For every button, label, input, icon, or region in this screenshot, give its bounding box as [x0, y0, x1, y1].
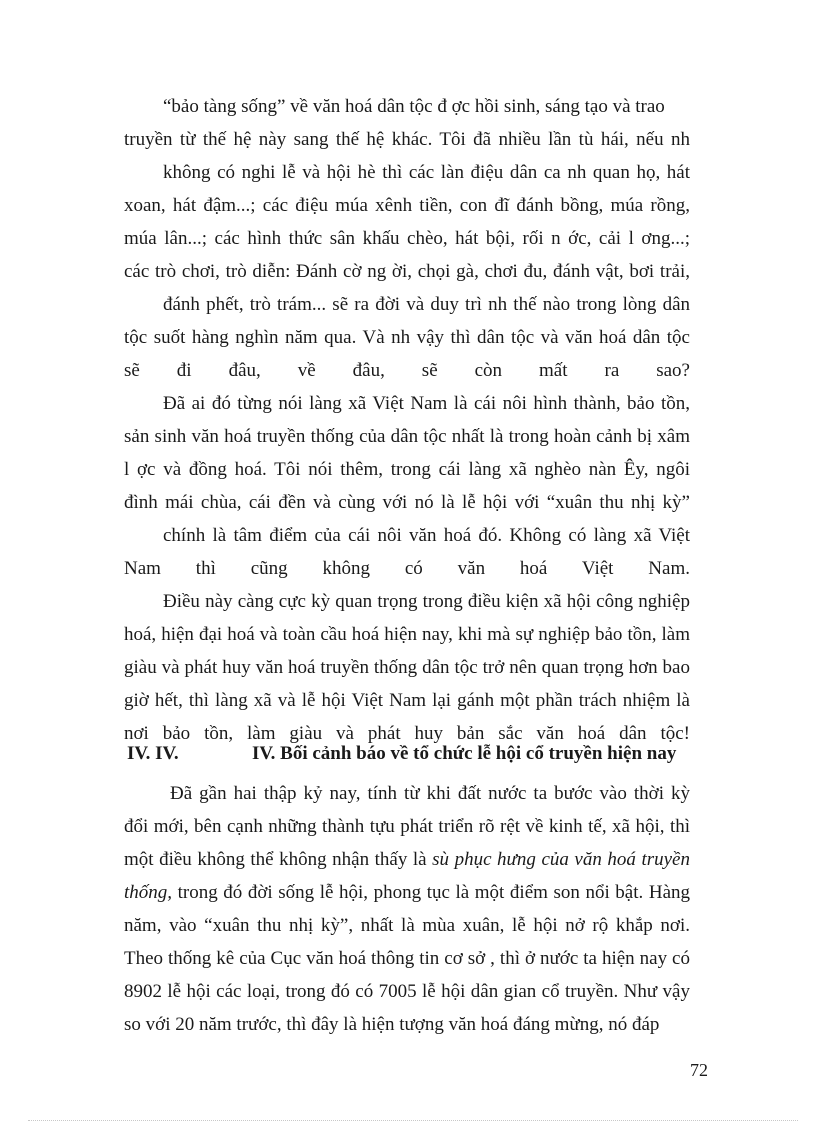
paragraph-line: giàu và phát huy văn hoá truyền thống dân tộc trở nên quan trọng hơn bao: [124, 657, 690, 678]
paragraph-line: không có nghi lễ và hội hè thì các làn điệu dân ca nh quan họ, hát: [163, 162, 690, 183]
page-number: 72: [690, 1060, 708, 1080]
paragraph-line: xoan, hát đậm...; các điệu múa xênh tiền, con đĩ đánh bồng, múa rồng,: [124, 195, 690, 216]
emphasis-text: sù phục hưng của văn hoá truyền: [432, 849, 690, 870]
paragraph-line: múa lân...; các hình thức sân khấu chèo, hát bội, rối n ớc, cải l ơng...;: [124, 228, 690, 249]
text-run: trong đó đời sống lễ hội, phong tục là một điểm son nổi bật. Hàng: [172, 882, 690, 903]
paragraph-line: l ợc và đồng hoá. Tôi nói thêm, trong cái làng xã nghèo nàn Êy, ngôi: [124, 459, 690, 480]
paragraph-line: đánh phết, trò trám... sẽ ra đời và duy trì nh thế nào trong lòng dân: [163, 294, 690, 315]
paragraph-line: [124, 881, 690, 905]
paragraph-line: sản sinh văn hoá truyền thống của dân tộc nhất là trong hoàn cảnh bị xâm: [124, 426, 690, 447]
paragraph-line: 8902 lễ hội các loại, trong đó có 7005 lễ hội dân gian cổ truyền. Như vậy: [124, 981, 690, 1002]
paragraph-line: năm, vào “xuân thu nhị kỳ”, nhất là mùa xuân, lễ hội nở rộ khắp nơi.: [124, 915, 690, 936]
paragraph-line: nơi bảo tồn, làm giàu và phát huy bản sắc văn hoá dân tộc!: [124, 723, 690, 744]
paragraph-line: “bảo tàng sống” về văn hoá dân tộc đ ợc hồi sinh, sáng tạo và trao: [163, 96, 665, 117]
paragraph-line: các trò chơi, trò diễn: Đánh cờ ng ời, chọi gà, chơi đu, đánh vật, bơi trải,: [124, 261, 690, 282]
paragraph-line: đổi mới, bên cạnh những thành tựu phát triển rõ rệt về kinh tế, xã hội, thì: [124, 816, 690, 837]
paragraph-line: truyền từ thế hệ này sang thế hệ khác. Tôi đã nhiều lần tù hái, nếu nh: [124, 129, 690, 150]
paragraph-line: tộc suốt hàng nghìn năm qua. Và nh vậy thì dân tộc và văn hoá dân tộc: [124, 327, 690, 348]
page-bottom-divider: [28, 1120, 798, 1121]
paragraph-line: sẽ đi đâu, về đâu, sẽ còn mất ra sao?: [124, 360, 690, 381]
paragraph-line: Nam thì cũng không có văn hoá Việt Nam.: [124, 558, 690, 579]
paragraph-line: Theo thống kê của Cục văn hoá thông tin cơ sở , thì ở nước ta hiện nay có: [124, 948, 690, 969]
paragraph-line: giờ hết, thì làng xã và lễ hội Việt Nam lại gánh một phần trách nhiệm là: [124, 690, 690, 711]
section-heading-text: IV. Bối cảnh báo về tổ chức lễ hội cổ truyền hiện nay: [252, 743, 677, 764]
emphasis-text: thống,: [124, 882, 173, 903]
paragraph-line: [124, 848, 690, 872]
paragraph-line: hoá, hiện đại hoá và toàn cầu hoá hiện nay, khi mà sự nghiệp bảo tồn, làm: [124, 624, 690, 645]
paragraph-line: đình mái chùa, cái đền và cùng với nó là lễ hội với “xuân thu nhị kỳ”: [124, 492, 690, 513]
section-heading-prefix: IV. IV.: [127, 743, 179, 764]
paragraph-line: chính là tâm điểm của cái nôi văn hoá đó. Không có làng xã Việt: [163, 525, 690, 546]
paragraph-line: so với 20 năm trước, thì đây là hiện tượng văn hoá đáng mừng, nó đáp: [124, 1014, 660, 1035]
paragraph-line: Đã ai đó từng nói làng xã Việt Nam là cái nôi hình thành, bảo tồn,: [163, 393, 690, 414]
text-run: một điều không thể không nhận thấy là: [124, 849, 433, 870]
paragraph-line: Đã gần hai thập kỷ nay, tính từ khi đất nước ta bước vào thời kỳ: [170, 783, 690, 804]
paragraph-line: Điều này càng cực kỳ quan trọng trong điều kiện xã hội công nghiệp: [163, 591, 690, 612]
section-heading: [127, 742, 676, 766]
